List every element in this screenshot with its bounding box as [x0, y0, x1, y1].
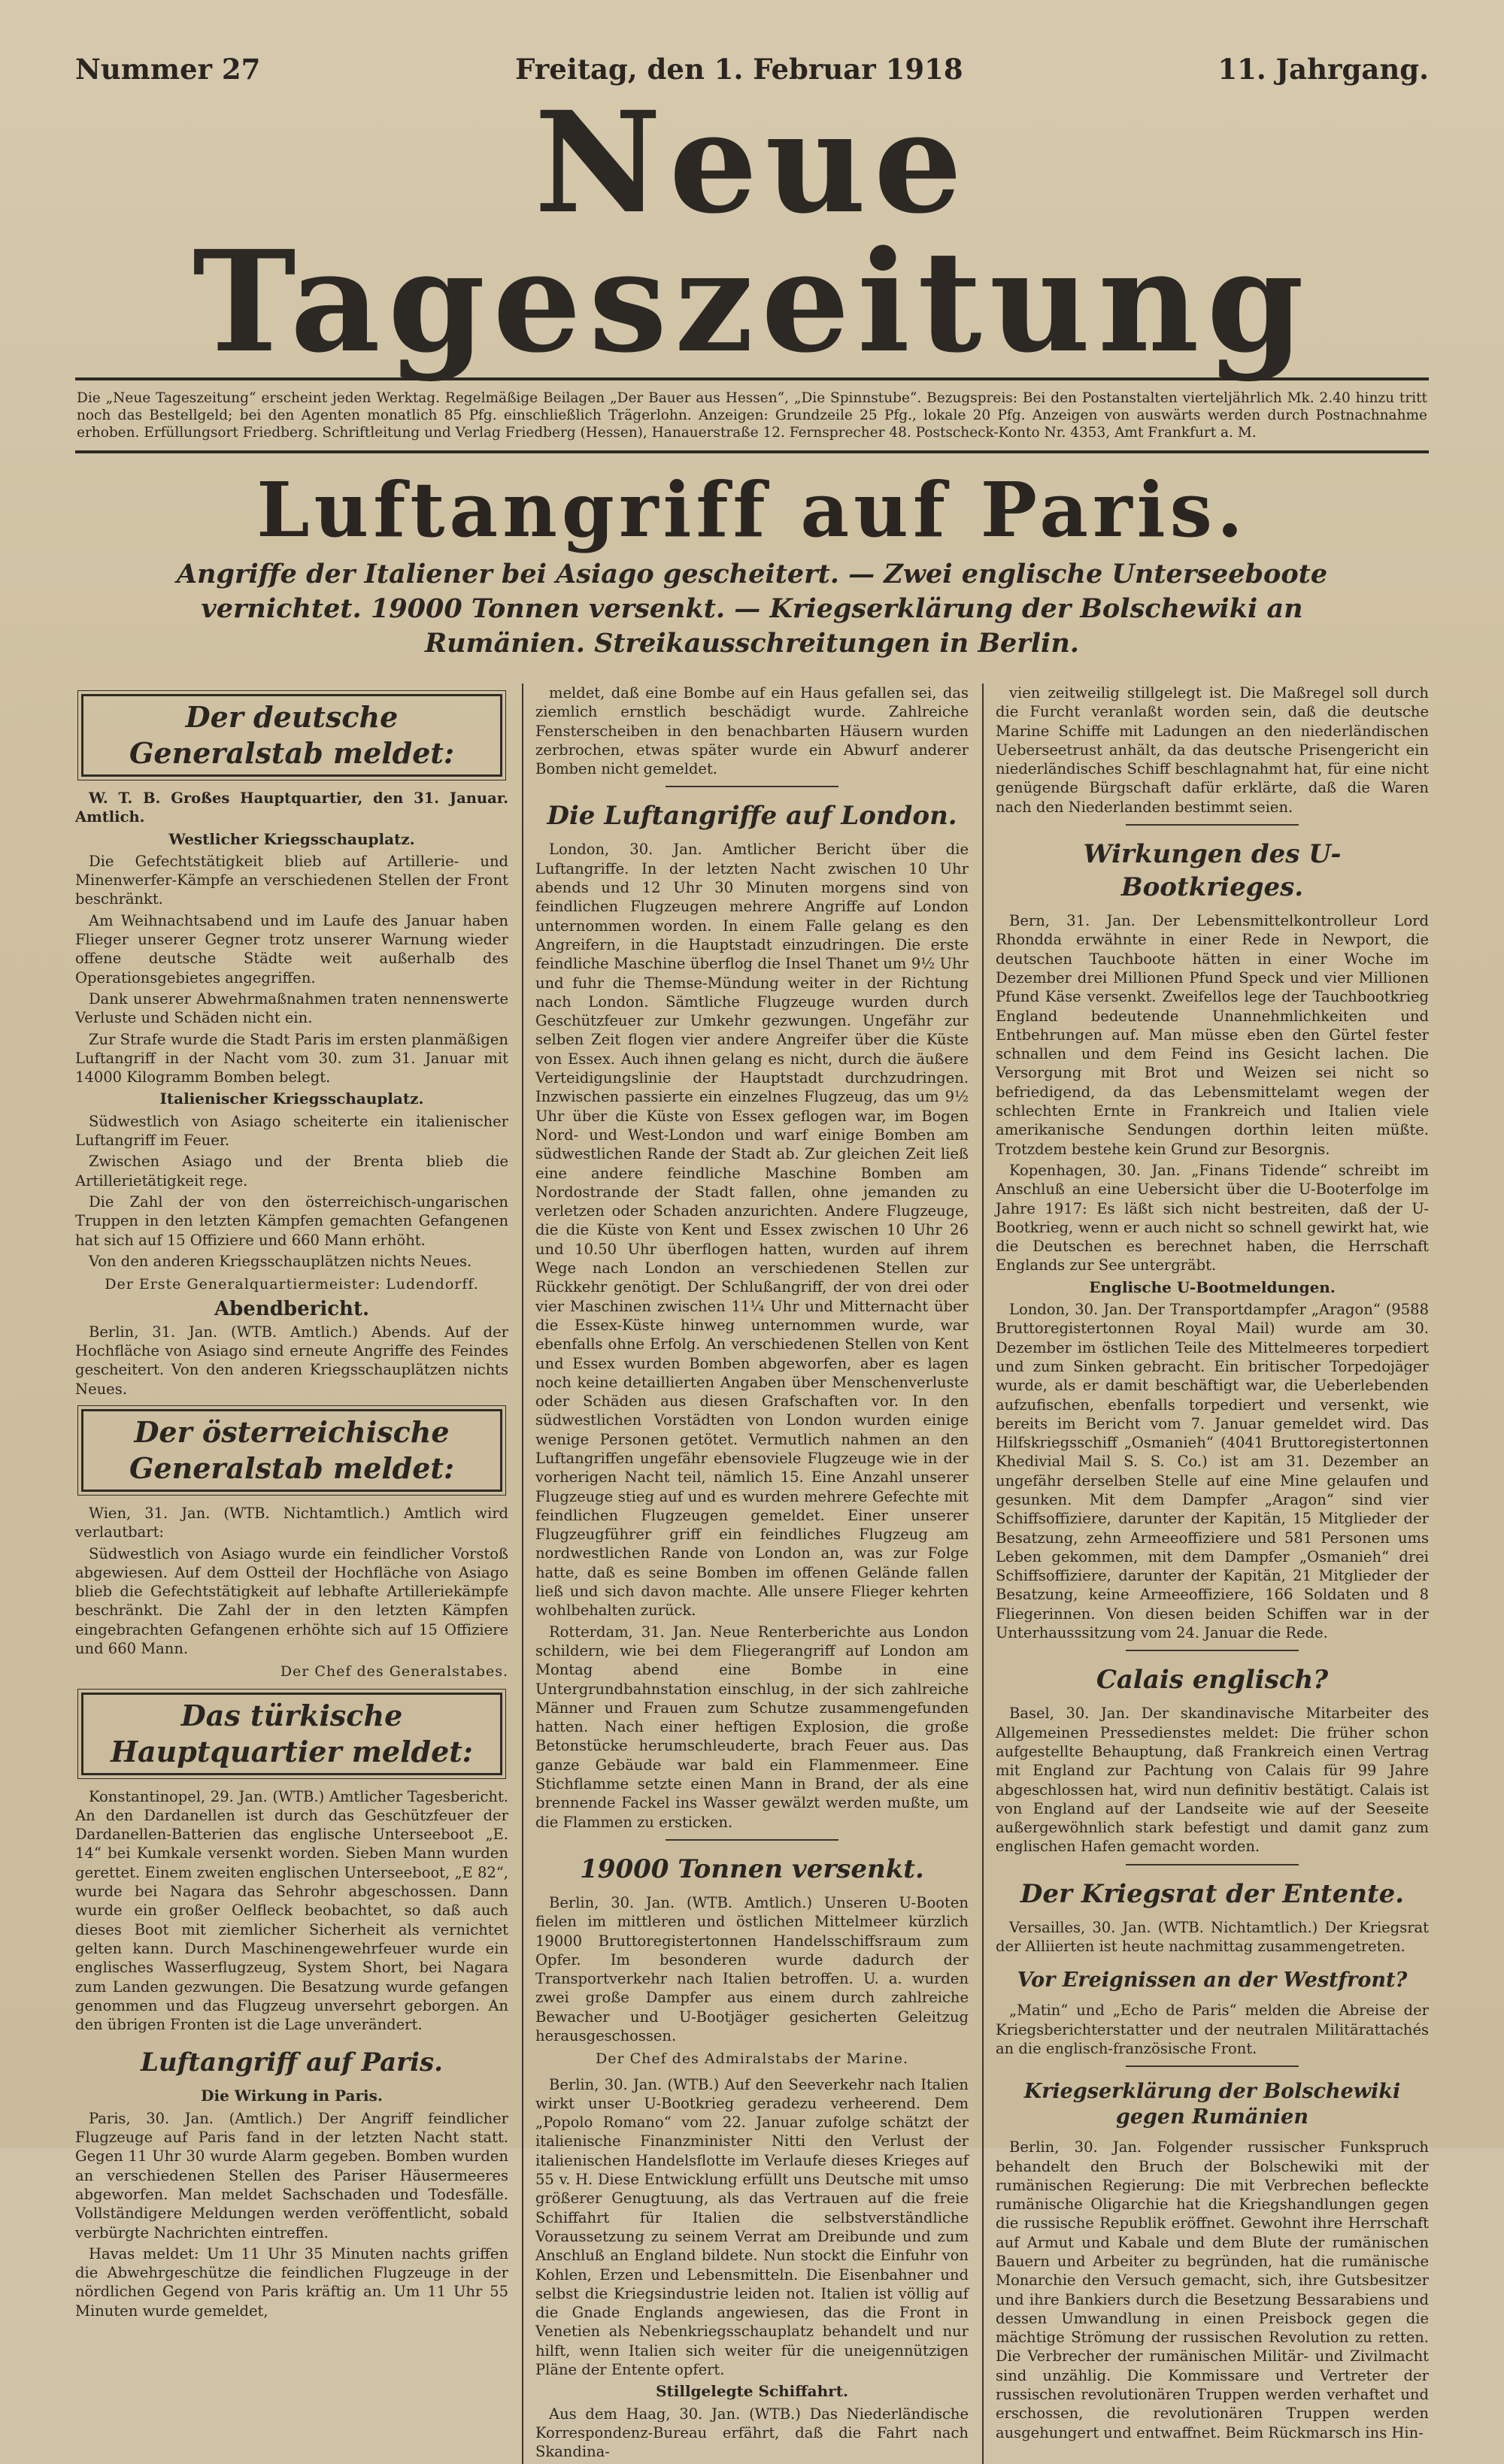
paragraph: Rotterdam, 31. Jan. Neue Renterberichte aus London schildern, wie bei dem Fliegerangriff auf London am Montag abend eine Bombe in eine Untergrundbahnstation einschlug, in der sich zahlreiche Männer und Frauen zum Schutze zusammengefunden hatten. Nach einer heftigen Explosion, die große Betonstücke herumschleuderte, brach Feuer aus. Das ganze Gebäude war bald ein Flammenmeer. Eine Stichflamme setzte einen Mann in Brand, der als eine brennende Fackel ins Wasser gewälzt werden mußte, um die Flammen zu ersticken. — [535, 1623, 969, 1831]
divider — [1126, 824, 1299, 826]
paragraph: Berlin, 30. Jan. Folgender russischer Funkspruch behandelt den Bruch der Bolschewiki mit der rumänischen Regierung: Die mit Verbrechen befleckte rumänische Oligarchie hat die Kriegshandlungen gegen die russische Republik eröffnet. Gewohnt ihre Herrschaft auf Armut und Kabale und dem Blute der rumänischen Bauern und Arbeiter zu begründen, hat die rumänische Monarchie den Versuch gemacht, sich, ihre Gutsbesitzer und ihre Bankiers durch die Besetzung Bessarabiens und dessen Umwandlung in einen Preisbock gegen die mächtige Strömung der russischen Revolution zu retten. Die Verbrecher der rumänischen Militär- und Zivilmacht sind unzählig. Die Kommissare und Vertreter der russischen revolutionären Truppen werden verhaftet und erschossen, die revolutionären Truppen werden ausgehungert und entwaffnet. Beim Rückmarsch ins Hin- — [996, 2138, 1429, 2441]
section-heading: Die Luftangriffe auf London. — [547, 801, 957, 832]
section-heading: Luftangriff auf Paris. — [141, 2047, 443, 2078]
section-heading: Das türkische Hauptquartier meldet: — [81, 1693, 502, 1775]
paragraph: Havas meldet: Um 11 Uhr 35 Minuten nachts griffen die Abwehrgeschütze die feindlichen Flugzeuge in der nördlichen Gegend von Paris kräftig an. Um 11 Uhr 55 Minuten wurde gemeldet, — [75, 2244, 508, 2320]
paragraph: Berlin, 30. Jan. (WTB.) Auf den Seeverkehr nach Italien wirkt unser U-Bootkrieg geradezu verheerend. Dem „Popolo Romano“ vom 22. Januar zufolge schätzt der italienische Finanzminister Nitti den Verlust der italienischen Handelsflotte im Verlaufe dieses Krieges auf 55 v. H. Diese Entwicklung erfüllt uns Deutsche mit umso größerer Genugtuung, als das Vertrauen auf die freie Schiffahrt für Italien die selbstverständliche Voraussetzung zu seinem Verrat am Dreibunde und zum Anschluß an England bildete. Nun stockt die Einfuhr von Kohlen, Erzen und Lebensmitteln. Die Eisenbahner und selbst die Kriegsindustrie leiden not. Italien ist völlig auf die Gnade Englands angewiesen, das die Front in Venetien als Nebenkriegsschauplatz behandelt und nur hilft, wenn Italien sich weiter für die uneigennützigen Pläne der Entente opfert. — [535, 2075, 969, 2379]
issue-number: Nummer 27 — [75, 53, 261, 86]
paragraph: Die Gefechtstätigkeit blieb auf Artillerie- und Minenwerfer-Kämpfe an verschiedenen Stellen der Front beschränkt. — [75, 852, 508, 908]
divider — [1126, 2065, 1299, 2067]
signature: Der Chef des Admiralstabs der Marine. — [595, 2050, 908, 2068]
paragraph: Wien, 31. Jan. (WTB. Nichtamtlich.) Amtlich wird verlautbart: — [75, 1504, 508, 1541]
column-3 — [982, 683, 1429, 2464]
columns — [75, 683, 1429, 2464]
section-heading: Vor Ereignissen an der Westfront? — [1017, 1968, 1408, 1993]
paragraph: meldet, daß eine Bombe auf ein Haus gefallen sei, das ziemlich ernstlich beschädigt wurde. Zahlreiche Fensterscheiben in den benachbarten Häusern wurden zerbrochen, etwas später wurde ein Abwurf anderer Bomben nicht gemeldet. — [535, 684, 969, 778]
subsection-title: Stillgelegte Schiffahrt. — [656, 2382, 848, 2401]
paragraph: Bern, 31. Jan. Der Lebensmittelkontrolleur Lord Rhondda erwähnte in einer Rede in Newport, die deutschen Tauchboote hätten in einer Woche im Dezember drei Millionen Pfund Speck und vier Millionen Pfund Käse versenkt. Zweifellos lege der Tauchbootkrieg England bedeutende Unannehmlichkeiten und Entbehrungen auf. Man müsse eben den Gürtel fester schnallen und dem Feind ins Gesicht lachen. Die Versorgung mit Brot und Weizen sei nicht so befriedigend, da das Lebensmittelamt wegen der schlechten Ernte in Frankreich und Italien viele amerikanische Sendungen dorthin leiten müßte. Trotzdem bestehe kein Grund zur Besorgnis. — [996, 912, 1429, 1158]
subsection-title: Englische U-Bootmeldungen. — [1089, 1277, 1336, 1296]
divider — [666, 786, 838, 787]
paragraph: vien zeitweilig stillgelegt ist. Die Maßregel soll durch die Furcht veranlaßt worden sein, daß die deutsche Marine Schiffe mit Ladungen an den niederländischen Ueberseetrust anhält, da das deutsche Prisengericht ein niederländisches Schiff beschlagnahmt hat, für eine nicht genügende Bürgschaft dafür erklärte, daß die Waren nach den Niederlanden bestimmt seien. — [996, 684, 1429, 816]
section-heading: Wirkungen des U-Bootkrieges. — [1083, 839, 1342, 903]
paragraph: London, 30. Jan. Der Transportdampfer „Aragon“ (9588 Bruttoregistertonnen Royal Mail) wurde am 30. Dezember im östlichen Teile des Mittelmeeres torpediert und zum Sinken gebracht. Ein britischer Torpedojäger wurde, als er damit beschäftigt war, die Ueberlebenden aufzufischen, ebenfalls torpediert und versenkt, wie bereits im Bericht vom 7. Januar gemeldet wird. Das Hilfskriegsschiff „Osmanieh“ (4041 Bruttoregistertonnen Khedivial Mail S. S. Co.) ist am 31. Dezember an ungefähr derselben Stelle auf eine Mine gelaufen und gesunken. Mit dem Dampfer „Aragon“ sind vier Schiffsoffiziere, darunter der Kapitän, 15 Mitglieder der Besatzung, zehn Armeeoffiziere und 581 Personen ums Leben gekommen, mit dem Dampfer „Osmanieh“ drei Schiffsoffiziere, darunter der Kapitän, 21 Mitglieder der Besatzung, keine Armeeoffiziere, 166 Soldaten und 8 Fliegerinnen. Von diesen beiden Schiffen war in der Unterhausssitzung vom 24. Januar die Rede. — [996, 1301, 1429, 1642]
paragraph: Kopenhagen, 30. Jan. „Finans Tidende“ schreibt im Anschluß an eine Uebersicht über die U-Booterfolge im Jahre 1917: Es läßt sich nicht bestreiten, daß der U-Bootkrieg, wenn er auch nicht so schnell gewirkt hat, wie die Deutschen es berechnet haben, die Herrschaft Englands zur See untergräbt. — [996, 1161, 1429, 1274]
paragraph: Am Weihnachtsabend und im Laufe des Januar haben Flieger unserer Gegner trotz unserer Warnung wieder offene deutsche Städte weit außerhalb des Operationsgebietes angegriffen. — [75, 911, 508, 987]
section-heading: Calais englisch? — [1096, 1665, 1329, 1696]
paragraph: Zwischen Asiago und der Brenta blieb die Artillerietätigkeit rege. — [75, 1153, 508, 1190]
subsection-title: Italienischer Kriegsschauplatz. — [159, 1090, 424, 1108]
paragraph: Südwestlich von Asiago wurde ein feindlicher Vorstoß abgewiesen. Auf dem Ostteil der Hochfläche von Asiago blieb die Gefechtstätigkeit auf lebhafte Artilleriekämpfe beschränkt. Die Zahl der in den letzten Kämpfen eingebrachten Gefangenen erhöhte sich auf 15 Offiziere und 660 Mann. — [75, 1544, 508, 1657]
subsection-title: Abendbericht. — [214, 1298, 370, 1321]
paragraph: Basel, 30. Jan. Der skandinavische Mitarbeiter des Allgemeinen Pressedienstes meldet: Die früher schon aufgestellte Behauptung, daß Frankreich einen Vertrag mit England zur Pachtung von Calais für 99 Jahre abgeschlossen hat, wird nun definitiv bestätigt. Calais ist von England auf der Landseite wie auf der Seeseite außergewöhnlich stark befestigt und damit ganz zum englischen Hafen gemacht worden. — [996, 1705, 1429, 1856]
divider — [1126, 1864, 1299, 1865]
paragraph: „Matin“ und „Echo de Paris“ melden die Abreise der Kriegsberichterstatter und der neutralen Militärattachés an die englisch-französische Front. — [996, 2002, 1429, 2057]
section-heading: Der Kriegsrat der Entente. — [1020, 1878, 1405, 1909]
section-heading: 19000 Tonnen versenkt. — [580, 1853, 924, 1884]
divider — [666, 1839, 838, 1841]
paragraph: Konstantinopel, 29. Jan. (WTB.) Amtlicher Tagesbericht. An den Dardanellen ist durch das Geschützfeuer der Dardanellen-Batterien das englische Unterseeboot „E. 14“ bei Kumkale versenkt worden. Sieben Mann wurden gerettet. Einem zweiten englischen Unterseeboot, „E 82“, wurde bei Nagara das Sehrohr abgeschossen. Dann wurde ein großer Oelfleck beobachtet, so daß auch dieses Boot mit ziemlicher Sicherheit als vernichtet gelten kann. Durch Maschinengewehrfeuer wurde ein englisches Wasserflugzeug, System Short, bei Nagara zum Landen gezwungen. Die Besatzung wurde gefangen genommen und das Flugzeug unversehrt geborgen. An den übrigen Fronten ist die Lage unverändert. — [75, 1787, 508, 2034]
paragraph: Die Zahl der von den österreichisch-ungarischen Truppen in den letzten Kämpfen gemachten Gefangenen hat sich auf 15 Offiziere und 660 Mann erhöht. — [75, 1193, 508, 1249]
subsection-title: Westlicher Kriegsschauplatz. — [168, 829, 415, 848]
imprint: Die „Neue Tageszeitung“ erscheint jeden Werktag. Regelmäßige Beilagen „Der Bauer aus Hessen“, „Die Spinnstube“. Bezugspreis: Bei den Postanstalten vierteljährlich Mk. 2.40 hinzu tritt noch das Bestellgeld; bei den Agenten monatlich 85 Pfg. einschließlich Trägerlohn. Anzeigen: Grundzeile 25 Pfg., lokale 20 Pfg. Anzeigen von auswärts werden durch Postnachnahme erhoben. Erfüllungsort Friedberg. Schriftleitung und Verlag Friedberg (Hessen), Hanauerstraße 12. Fernsprecher 48. Postscheck-Konto Nr. 4353, Amt Frankfurt a. M. — [77, 390, 1427, 441]
paragraph: Von den anderen Kriegsschauplätzen nichts Neues. — [89, 1252, 472, 1270]
column-1 — [75, 683, 508, 2464]
column-2 — [522, 683, 969, 2464]
section-heading: Der deutsche Generalstab meldet: — [81, 694, 502, 777]
volume: 11. Jahrgang. — [1217, 53, 1429, 86]
paragraph: Südwestlich von Asiago scheiterte ein italienischer Luftangriff im Feuer. — [75, 1112, 508, 1150]
masthead-title: Neue Tageszeitung — [193, 80, 1311, 383]
paragraph: Berlin, 30. Jan. (WTB. Amtlich.) Unseren U-Booten fielen im mittleren und östlichen Mittelmeer kürzlich 19000 Bruttoregistertonnen Handelsschiffsraum zum Opfer. Im besonderen wurde dadurch der Transportverkehr nach Italien betroffen. U. a. wurden zwei große Dampfer aus einem durch zahlreiche Bewacher und U-Bootjäger gesicherten Geleitzug herausgeschossen. — [535, 1893, 969, 2044]
main-headline: Luftangriff auf Paris. — [256, 465, 1248, 554]
subsection-title: Die Wirkung in Paris. — [201, 2087, 383, 2105]
issue-date: Freitag, den 1. Februar 1918 — [515, 53, 963, 86]
paragraph: Paris, 30. Jan. (Amtlich.) Der Angriff feindlicher Flugzeuge auf Paris fand in der letzten Nacht statt. Gegen 11 Uhr 30 wurde Alarm gegeben. Bomben wurden an verschiedenen Stellen des Pariser Häusermeeres abgeworfen. Man meldet Sachschaden und Todesfälle. Vollständigere Meldungen werden veröffentlicht, sobald verbürgte Nachrichten eintreffen. — [75, 2109, 508, 2241]
signature: Der Chef des Generalstabes. — [280, 1663, 508, 1681]
rule-bottom — [75, 450, 1429, 453]
section-heading: Der österreichische Generalstab meldet: — [81, 1409, 502, 1492]
divider — [1126, 1650, 1299, 1651]
sub-headline: Angriffe der Italiener bei Asiago gescheitert. — Zwei englische Unterseeboote vernichtet. 19000 Tonnen versenkt. — Kriegserklärung der Bolschewiki an Rumänien. Streikausschreitungen in Berlin. — [176, 559, 1328, 659]
paragraph: Dank unserer Abwehrmaßnahmen traten nennenswerte Verluste und Schäden nicht ein. — [75, 990, 508, 1027]
paragraph: Berlin, 31. Jan. (WTB. Amtlich.) Abends. Auf der Hochfläche von Asiago sind erneute Angriffe des Feindes gescheitert. Von den anderen Kriegsschauplätzen nichts Neues. — [75, 1323, 508, 1398]
paragraph: Aus dem Haag, 30. Jan. (WTB.) Das Niederländische Korrespondenz-Bureau erfährt, daß die Fahrt nach Skandina- — [535, 2405, 969, 2461]
signature: Der Erste Generalquartiermeister: Ludendorff. — [105, 1276, 479, 1293]
paragraph: Zur Strafe wurde die Stadt Paris im ersten planmäßigen Luftangriff in der Nacht vom 30. zum 31. Januar mit 14000 Kilogramm Bomben belegt. — [75, 1030, 508, 1087]
paragraph: London, 30. Jan. Amtlicher Bericht über die Luftangriffe. In der letzten Nacht zwischen 10 Uhr abends und 12 Uhr 30 Minuten morgens sind von feindlichen Flugzeugen mehrere Angriffe auf London unternommen worden. In einem Falle gelang es den Angreifern, in die Hauptstadt einzudringen. Die erste feindliche Maschine überflog die Insel Thanet um 9½ Uhr und fuhr die Themse-Mündung weiter in der Richtung nach London. Sämtliche Flugzeuge wurden durch Geschützfeuer zur Umkehr gezwungen. Ungefähr zur selben Zeit flogen vier andere Angreifer über die Küste von Essex. Auch ihnen gelang es nicht, durch die äußere Verteidigungslinie der Hauptstadt durchzudringen. Inzwischen passierte ein einzelnes Flugzeug, das um 9½ Uhr über die Küste von Essex geflogen war, im Bogen Nord- und West-London und warf einige Bomben am südwestlichen Rande der Stadt ab. Zur gleichen Zeit ließ eine andere feindliche Maschine Bomben am Nordostrande der Stadt fallen, ohne jemanden zu verletzen oder Schaden anzurichten. Andere Flugzeuge, die die Küste von Kent und Essex zwischen 10 Uhr 26 und 10.50 Uhr überflogen hatten, wurden auf ihrem Wege nach London an verschiedenen Stellen zur Rückkehr genötigt. Der Schlußangriff, der von drei oder vier Maschinen zwischen 11¼ Uhr und Mitternacht über die Essex-Küste hinweg unternommen wurde, war ebenfalls ohne Erfolg. An verschiedenen Stellen von Kent und Essex wurden Bomben abgeworfen, aber es lagen noch keine detaillierten Angaben über Menschenverluste oder Schäden aus diesen Grafschaften vor. In den südwestlichen Vorstädten von London wurden einige wenige Personen getötet. Vermutlich nahmen an den Luftangriffen ungefähr ebensoviele Flugzeuge wie in der vorherigen Nacht teil, nämlich 15. Eine Anzahl unserer Flugzeuge stieg auf und es wurden mehrere Gefechte mit feindlichen Flugzeugen gemeldet. Einer unserer Flugzeugführer griff ein feindliches Flugzeug am nordwestlichen Rande von London an, was zur Folge hatte, daß es seine Bomben im offenen Gelände fallen ließ und sich davon machte. Alle unsere Flieger kehrten wohlbehalten zurück. — [535, 841, 969, 1620]
paragraph: Versailles, 30. Jan. (WTB. Nichtamtlich.) Der Kriegsrat der Alliierten ist heute nachmittag zusammengetreten. — [996, 1918, 1429, 1956]
section-heading: Kriegserklärung der Bolschewiki gegen Rumänien — [1023, 2080, 1401, 2129]
dateline: W. T. B. Großes Hauptquartier, den 31. Januar. Amtlich. — [75, 790, 508, 826]
